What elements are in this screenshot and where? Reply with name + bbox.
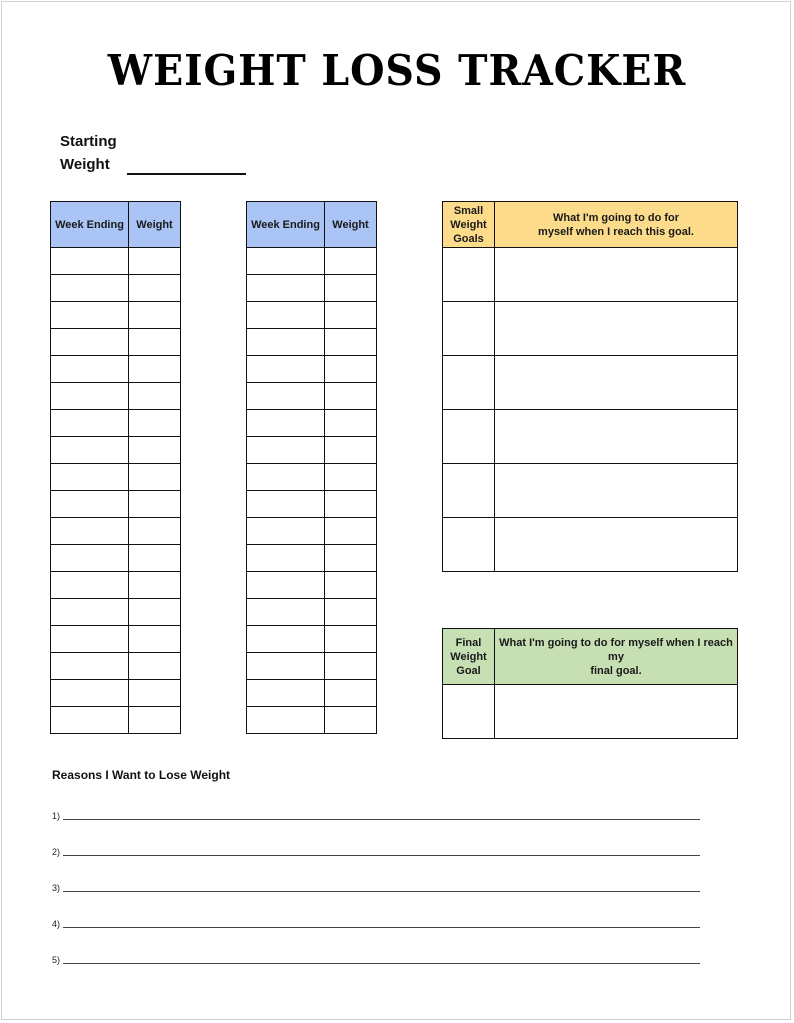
small-goal-header <box>443 202 495 248</box>
weight-cell[interactable] <box>325 329 377 356</box>
weight-log-row <box>51 410 181 437</box>
weight-log-row <box>247 518 377 545</box>
small-goal-cell[interactable] <box>443 518 495 572</box>
weight-log-row <box>247 383 377 410</box>
reason-number: 4) <box>52 919 61 929</box>
small-goal-row <box>443 248 738 302</box>
week-ending-cell[interactable] <box>51 437 129 464</box>
weight-cell[interactable] <box>325 248 377 275</box>
weight-cell[interactable] <box>325 491 377 518</box>
small-goal-cell[interactable] <box>443 248 495 302</box>
week-ending-cell[interactable] <box>247 464 325 491</box>
weight-cell[interactable] <box>129 545 181 572</box>
weight-log-table-2 <box>246 201 377 734</box>
small-goal-reward-cell[interactable] <box>495 518 738 572</box>
week-ending-cell[interactable] <box>51 356 129 383</box>
weight-header: Weight <box>129 202 181 248</box>
reason-line-1[interactable] <box>52 807 700 821</box>
reason-rule <box>63 819 700 820</box>
starting-weight-label <box>60 130 117 176</box>
small-goal-cell[interactable] <box>443 410 495 464</box>
small-goals-table <box>442 201 738 572</box>
week-ending-cell[interactable] <box>247 707 325 734</box>
weight-log-row <box>247 302 377 329</box>
weight-cell[interactable] <box>129 572 181 599</box>
weight-cell[interactable] <box>129 518 181 545</box>
weight-log-row <box>51 383 181 410</box>
reason-line-4[interactable] <box>52 915 700 929</box>
weight-cell[interactable] <box>325 356 377 383</box>
weight-log-row <box>51 572 181 599</box>
week-ending-cell[interactable] <box>51 680 129 707</box>
week-ending-cell[interactable] <box>51 572 129 599</box>
weight-cell[interactable] <box>325 410 377 437</box>
weight-log-row <box>51 356 181 383</box>
weight-cell[interactable] <box>129 329 181 356</box>
starting-weight-label-line2: Weight <box>60 156 110 173</box>
small-goal-cell[interactable] <box>443 302 495 356</box>
weight-cell[interactable] <box>129 599 181 626</box>
final-goal-table <box>442 628 738 739</box>
week-ending-cell[interactable] <box>247 410 325 437</box>
reason-rule <box>63 891 700 892</box>
small-goal-row <box>443 464 738 518</box>
week-ending-cell[interactable] <box>247 599 325 626</box>
small-goal-reward-cell[interactable] <box>495 248 738 302</box>
page-title: WEIGHT LOSS TRACKER <box>107 46 687 95</box>
weight-log-row <box>247 491 377 518</box>
weight-cell[interactable] <box>129 626 181 653</box>
week-ending-cell[interactable] <box>51 707 129 734</box>
weight-cell[interactable] <box>129 302 181 329</box>
final-goal-reward-header <box>495 629 738 685</box>
reason-line-2[interactable] <box>52 843 700 857</box>
week-ending-cell[interactable] <box>51 383 129 410</box>
weight-log-header <box>247 202 377 248</box>
weight-log-row <box>51 437 181 464</box>
week-ending-header: Week Ending <box>247 202 325 248</box>
weight-log-header <box>51 202 181 248</box>
starting-weight-label-line1: Starting <box>60 133 117 150</box>
week-ending-cell[interactable] <box>247 302 325 329</box>
final-goal-header <box>443 629 738 685</box>
weight-header: Weight <box>325 202 377 248</box>
weight-cell[interactable] <box>325 518 377 545</box>
week-ending-cell[interactable] <box>247 653 325 680</box>
small-goal-reward-line2: myself when I reach this goal. <box>538 225 694 238</box>
small-goal-row <box>443 302 738 356</box>
week-ending-cell[interactable] <box>51 599 129 626</box>
weight-cell[interactable] <box>325 707 377 734</box>
reasons-title: Reasons I Want to Lose Weight <box>52 768 231 782</box>
week-ending-cell[interactable] <box>247 518 325 545</box>
small-goal-reward-cell[interactable] <box>495 410 738 464</box>
week-ending-cell[interactable] <box>247 275 325 302</box>
weight-log-row <box>247 248 377 275</box>
reason-line-3[interactable] <box>52 879 700 893</box>
weight-log-table-1 <box>50 201 181 734</box>
small-goal-row <box>443 410 738 464</box>
reason-number: 3) <box>52 883 61 893</box>
weight-log-row <box>51 707 181 734</box>
weight-log-row <box>51 275 181 302</box>
weight-cell[interactable] <box>129 653 181 680</box>
weight-log-row <box>247 464 377 491</box>
weight-log-row <box>247 599 377 626</box>
weight-log-row <box>51 491 181 518</box>
reason-rule <box>63 927 700 928</box>
small-goal-header-line3: Goals <box>453 232 484 245</box>
weight-log-row <box>51 653 181 680</box>
week-ending-cell[interactable] <box>247 437 325 464</box>
week-ending-cell[interactable] <box>247 680 325 707</box>
weight-cell[interactable] <box>129 275 181 302</box>
week-ending-cell[interactable] <box>51 545 129 572</box>
weight-cell[interactable] <box>129 248 181 275</box>
final-goal-reward-cell[interactable] <box>495 685 738 739</box>
week-ending-cell[interactable] <box>51 518 129 545</box>
week-ending-cell[interactable] <box>51 248 129 275</box>
week-ending-cell[interactable] <box>51 464 129 491</box>
weight-log-row <box>51 518 181 545</box>
week-ending-header: Week Ending <box>51 202 129 248</box>
weight-cell[interactable] <box>325 302 377 329</box>
small-goal-reward-header <box>495 202 738 248</box>
small-goal-cell[interactable] <box>443 464 495 518</box>
week-ending-cell[interactable] <box>247 491 325 518</box>
small-goal-cell[interactable] <box>443 356 495 410</box>
week-ending-cell[interactable] <box>247 383 325 410</box>
weight-cell[interactable] <box>325 626 377 653</box>
final-goal-header-line3: Goal <box>456 664 481 677</box>
weight-cell[interactable] <box>325 572 377 599</box>
small-goal-header-line2: Weight <box>450 218 487 231</box>
weight-log-row <box>247 410 377 437</box>
week-ending-cell[interactable] <box>51 275 129 302</box>
week-ending-cell[interactable] <box>247 356 325 383</box>
weight-log-row <box>51 599 181 626</box>
starting-weight-field[interactable] <box>127 173 246 175</box>
reason-number: 5) <box>52 955 61 965</box>
final-goal-row <box>443 685 738 739</box>
final-goal-header-cell <box>443 629 495 685</box>
weight-log-row <box>247 275 377 302</box>
weight-log-row <box>247 572 377 599</box>
week-ending-cell[interactable] <box>51 653 129 680</box>
weight-cell[interactable] <box>129 464 181 491</box>
weight-cell[interactable] <box>325 545 377 572</box>
weight-cell[interactable] <box>325 599 377 626</box>
small-goal-row <box>443 518 738 572</box>
reason-line-5[interactable] <box>52 951 700 965</box>
small-goal-reward-cell[interactable] <box>495 302 738 356</box>
small-goal-reward-cell[interactable] <box>495 356 738 410</box>
weight-log-row <box>51 464 181 491</box>
weight-cell[interactable] <box>325 383 377 410</box>
small-goal-reward-line1: What I'm going to do for <box>552 211 680 224</box>
weight-log-row <box>247 680 377 707</box>
weight-cell[interactable] <box>325 437 377 464</box>
week-ending-cell[interactable] <box>51 302 129 329</box>
final-goal-reward-line1: What I'm going to do for myself when I reach my <box>499 636 733 663</box>
small-goal-row <box>443 356 738 410</box>
week-ending-cell[interactable] <box>247 572 325 599</box>
weight-cell[interactable] <box>325 653 377 680</box>
weight-log-row <box>51 545 181 572</box>
week-ending-cell[interactable] <box>247 626 325 653</box>
week-ending-cell[interactable] <box>247 329 325 356</box>
weight-log-row <box>247 545 377 572</box>
final-goal-header-line1: Final <box>455 636 482 649</box>
weight-log-row <box>247 626 377 653</box>
weight-cell[interactable] <box>325 464 377 491</box>
weight-cell[interactable] <box>129 707 181 734</box>
weight-cell[interactable] <box>129 383 181 410</box>
final-goal-header-line2: Weight <box>450 650 487 663</box>
weight-cell[interactable] <box>129 356 181 383</box>
weight-cell[interactable] <box>129 680 181 707</box>
weight-log-row <box>51 248 181 275</box>
weight-cell[interactable] <box>325 680 377 707</box>
week-ending-cell[interactable] <box>51 491 129 518</box>
weight-log-row <box>247 707 377 734</box>
weight-cell[interactable] <box>129 437 181 464</box>
weight-cell[interactable] <box>129 491 181 518</box>
weight-log-row <box>247 437 377 464</box>
final-goal-cell[interactable] <box>443 685 495 739</box>
weight-log-row <box>51 302 181 329</box>
weight-log-row <box>51 626 181 653</box>
final-goal-reward-line2: final goal. <box>590 664 642 677</box>
reason-number: 2) <box>52 847 61 857</box>
week-ending-cell[interactable] <box>51 410 129 437</box>
weight-log-row <box>247 653 377 680</box>
weight-log-row <box>51 329 181 356</box>
small-goals-header <box>443 202 738 248</box>
week-ending-cell[interactable] <box>247 545 325 572</box>
week-ending-cell[interactable] <box>247 248 325 275</box>
small-goal-header-line1: Small <box>453 204 484 217</box>
weight-log-row <box>247 329 377 356</box>
weight-cell[interactable] <box>325 275 377 302</box>
week-ending-cell[interactable] <box>51 329 129 356</box>
reason-number: 1) <box>52 811 61 821</box>
reason-rule <box>63 963 700 964</box>
week-ending-cell[interactable] <box>51 626 129 653</box>
small-goal-reward-cell[interactable] <box>495 464 738 518</box>
reason-rule <box>63 855 700 856</box>
weight-cell[interactable] <box>129 410 181 437</box>
weight-log-row <box>51 680 181 707</box>
weight-log-row <box>247 356 377 383</box>
